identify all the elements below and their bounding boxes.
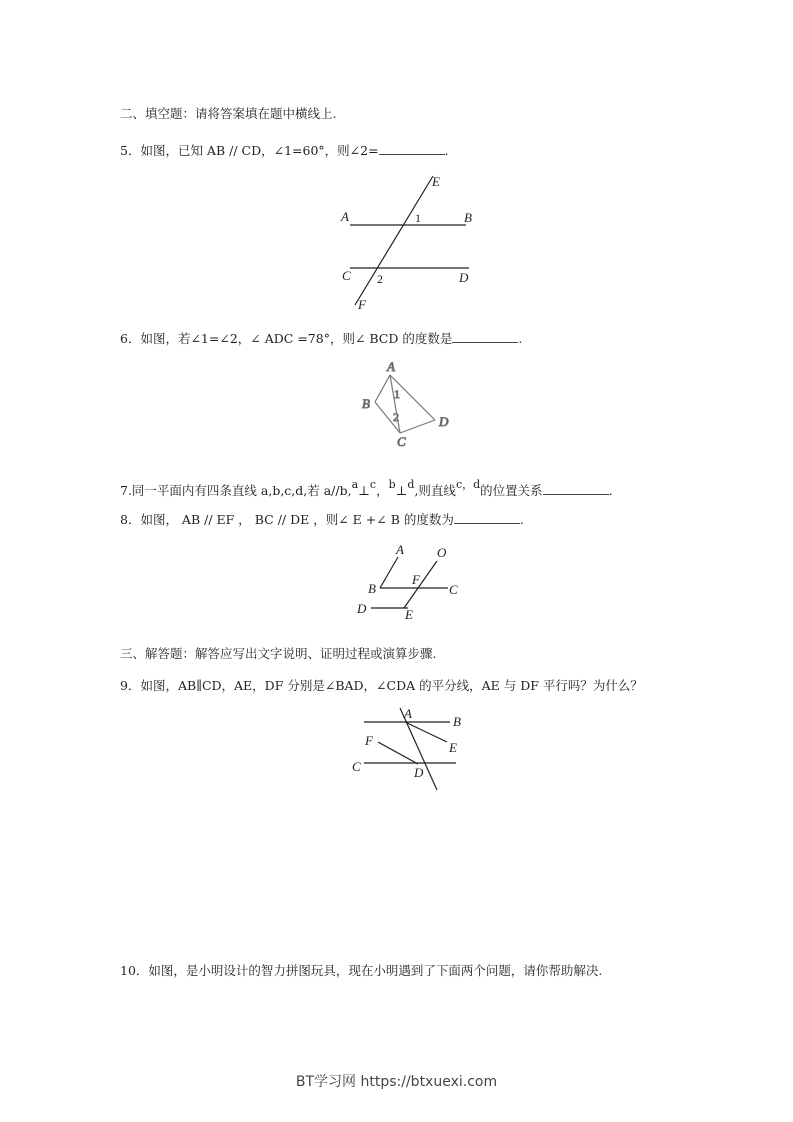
label-2: 2: [393, 410, 399, 424]
label-F: F: [365, 733, 373, 748]
figure-q8: [356, 542, 458, 622]
question-7: [120, 478, 613, 499]
answer-blank[interactable]: [452, 330, 518, 343]
q8-end: .: [519, 512, 524, 527]
question-6: [120, 329, 522, 347]
section-3-heading: 三、解答题：解答应写出文字说明、证明过程或演算步骤.: [120, 646, 437, 661]
q6-end: .: [518, 331, 523, 346]
label-B: B: [464, 210, 472, 225]
label-B: B: [453, 714, 461, 729]
label-E: E: [432, 174, 440, 189]
figure-q9: [352, 706, 461, 790]
figure-q6: [362, 359, 449, 449]
text: d: [407, 478, 415, 491]
label-A: A: [341, 209, 349, 224]
text: ⊥: [395, 483, 408, 498]
label-1: 1: [415, 211, 421, 225]
footer-watermark[interactable]: BT学习网 https://btxuexi.com: [295, 1074, 498, 1090]
question-10: 10．如图，是小明设计的智力拼图玩具，现在小明遇到了下面两个问题，请你帮助解决.: [120, 963, 603, 978]
text: .: [608, 483, 613, 498]
label-F: F: [358, 297, 366, 312]
label-E: E: [405, 607, 413, 622]
answer-blank[interactable]: [454, 511, 520, 524]
figure-q5: [340, 174, 472, 312]
text: ，: [376, 483, 389, 498]
label-C: C: [352, 759, 361, 774]
q5-end: .: [444, 143, 449, 158]
label-A: A: [387, 359, 395, 374]
label-B: B: [362, 396, 370, 411]
text: a: [351, 478, 359, 491]
answer-blank[interactable]: [543, 482, 609, 495]
label-2: 2: [377, 272, 383, 286]
label-1: 1: [394, 387, 400, 401]
text: c，d: [455, 478, 481, 491]
q8-text: 8．如图， AB // EF ， BC // DE ，则∠ E +∠ B 的度数为: [120, 512, 454, 527]
label-C: C: [397, 434, 406, 449]
text: c: [369, 478, 377, 491]
text: 的位置关系: [480, 483, 543, 498]
label-D: D: [357, 601, 367, 616]
section-2-heading: 二、填空题：请将答案填在题中横线上.: [120, 106, 337, 121]
label-A: A: [404, 706, 412, 721]
label-D: D: [459, 270, 469, 285]
text: 7.同一平面内有四条直线 a,b,c,d,若 a//b,: [120, 483, 352, 498]
q6-text: 6．如图，若∠1=∠2，∠ ADC =78°，则∠ BCD 的度数是: [120, 331, 453, 346]
label-E: E: [449, 740, 457, 755]
text: ⊥: [358, 483, 370, 498]
label-A: A: [396, 542, 404, 557]
label-B: B: [368, 581, 376, 596]
label-D: D: [439, 414, 449, 429]
question-8: [120, 510, 524, 528]
label-C: C: [342, 268, 351, 283]
label-C: C: [449, 582, 458, 597]
label-O: O: [437, 545, 447, 560]
label-D: D: [414, 765, 424, 780]
text: ,则直线: [414, 483, 456, 498]
question-9: 9．如图，AB∥CD，AE，DF 分别是∠BAD，∠CDA 的平分线，AE 与 DF 平行吗？为什么？: [120, 678, 643, 693]
q5-text: 5．如图，已知 AB // CD，∠1=60°，则∠2=: [120, 143, 379, 158]
label-F: F: [412, 572, 420, 587]
text: b: [388, 478, 396, 491]
